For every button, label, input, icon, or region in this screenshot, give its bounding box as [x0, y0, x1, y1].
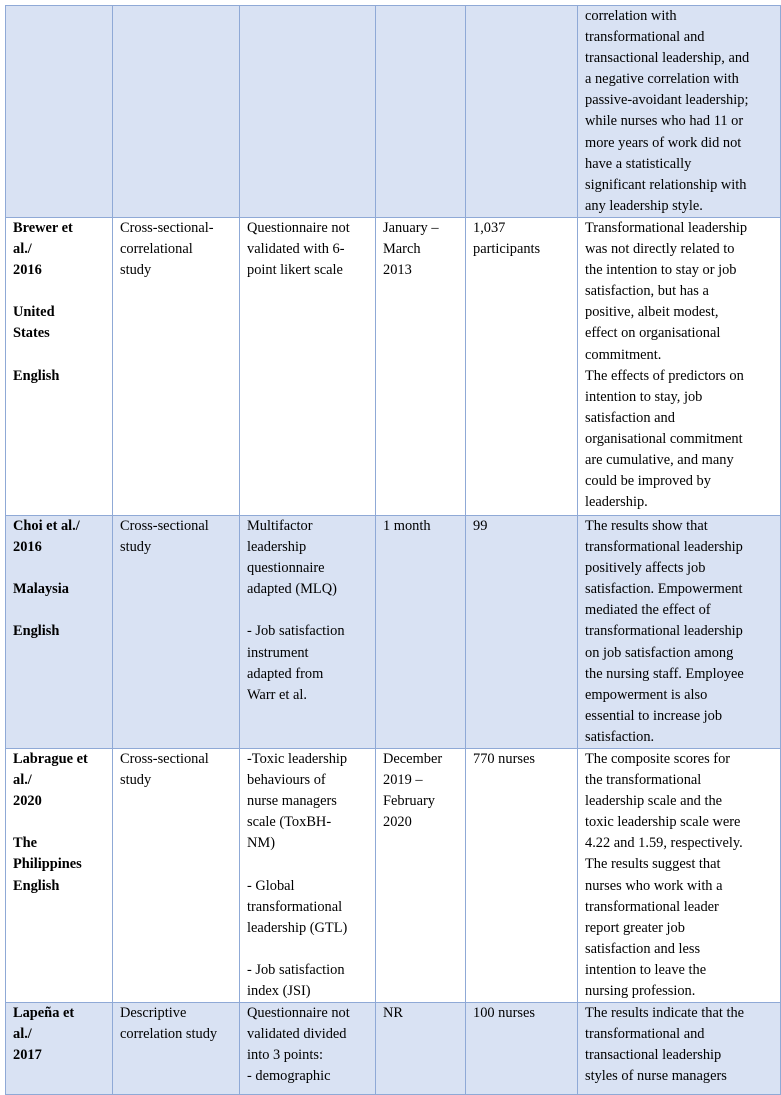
- period-cell: 1 month: [376, 515, 466, 748]
- instrument-cell: Questionnaire not validated divided into 3 points: - demographic: [240, 1003, 376, 1095]
- design-cell: [113, 6, 240, 218]
- sample-cell: 1,037 participants: [466, 217, 578, 515]
- instrument-cell: -Toxic leadership behaviours of nurse managers scale (ToxBH- NM) - Global transformational leadership (GTL) - Job satisfaction index (JSI): [240, 748, 376, 1002]
- table-row: [6, 6, 781, 218]
- design-cell: Cross-sectional study: [113, 748, 240, 1002]
- design-cell: Descriptive correlation study: [113, 1003, 240, 1095]
- author-cell: Choi et al./ 2016 Malaysia English: [6, 515, 113, 748]
- table-row: [6, 748, 781, 1002]
- results-cell: The composite scores for the transformational leadership scale and the toxic leadership scale were 4.22 and 1.59, respectively. The results suggest that nurses who work with a transformational leader report greater job satisfaction and less intention to leave the nursing profession.: [578, 748, 781, 1002]
- instrument-cell: Multifactor leadership questionnaire adapted (MLQ) - Job satisfaction instrument adapted from Warr et al.: [240, 515, 376, 748]
- studies-table: [5, 5, 781, 1095]
- results-cell: Transformational leadership was not directly related to the intention to stay or job satisfaction, but has a positive, albeit modest, effect on organisational commitment. The effects of predictors on intention to stay, job satisfaction and organisational commitment are cumulative, and many could be improved by leadership.: [578, 217, 781, 515]
- author-cell: Labrague et al./ 2020 The Philippines English: [6, 748, 113, 1002]
- instrument-cell: [240, 6, 376, 218]
- author-cell: Lapeña et al./ 2017: [6, 1003, 113, 1095]
- period-cell: NR: [376, 1003, 466, 1095]
- instrument-cell: Questionnaire not validated with 6- point likert scale: [240, 217, 376, 515]
- period-cell: January – March 2013: [376, 217, 466, 515]
- author-cell: [6, 6, 113, 218]
- sample-cell: 770 nurses: [466, 748, 578, 1002]
- sample-cell: [466, 6, 578, 218]
- author-cell: Brewer et al./ 2016 United States English: [6, 217, 113, 515]
- results-cell: The results show that transformational leadership positively affects job satisfaction. Empowerment mediated the effect of transformational leadership on job satisfaction among the nursing staff. Employee empowerment is also essential to increase job satisfaction.: [578, 515, 781, 748]
- design-cell: Cross-sectional- correlational study: [113, 217, 240, 515]
- results-cell: The results indicate that the transformational and transactional leadership styles of nurse managers: [578, 1003, 781, 1095]
- sample-cell: 99: [466, 515, 578, 748]
- design-cell: Cross-sectional study: [113, 515, 240, 748]
- sample-cell: 100 nurses: [466, 1003, 578, 1095]
- period-cell: December 2019 – February 2020: [376, 748, 466, 1002]
- period-cell: [376, 6, 466, 218]
- table-row: [6, 217, 781, 515]
- results-cell: correlation with transformational and transactional leadership, and a negative correlation with passive-avoidant leadership; while nurses who had 11 or more years of work did not have a statistically significant relationship with any leadership style.: [578, 6, 781, 218]
- table-row: [6, 1003, 781, 1095]
- table-row: [6, 515, 781, 748]
